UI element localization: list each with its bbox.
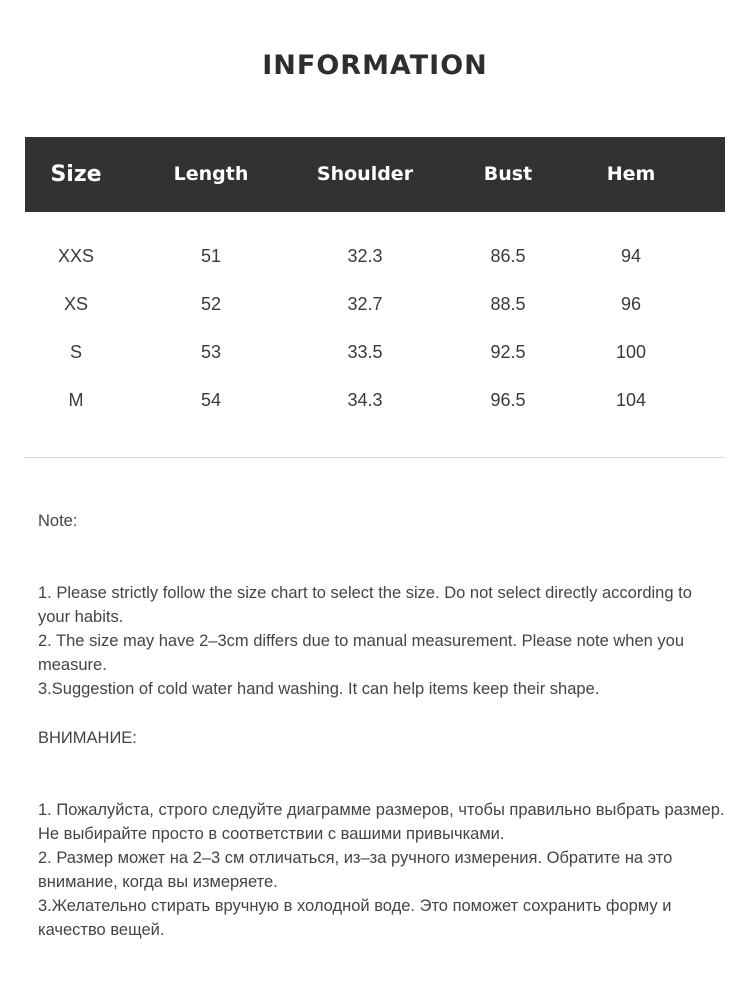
note-item: 1. Please strictly follow the size chart to select the size. Do not select directly according to your habits. <box>38 584 692 626</box>
note-item: 3.Желательно стирать вручную в холодной воде. Это поможет сохранить форму и качество вещей. <box>38 897 672 939</box>
note-item: 2. Размер может на 2–3 см отличаться, из–за ручного измерения. Обратите на это внимание, когда вы измеряете. <box>38 849 673 891</box>
cell-hem: 96 <box>620 294 642 314</box>
note-item: 2. The size may have 2–3cm differs due to manual measurement. Please note when you measure. <box>38 632 685 674</box>
cell-length: 52 <box>200 294 222 314</box>
cell-size: XXS <box>57 246 95 266</box>
header-shoulder: Shoulder <box>316 163 414 185</box>
cell-hem: 104 <box>615 390 647 410</box>
notes-russian <box>38 726 728 942</box>
table-row <box>25 232 725 280</box>
table-row <box>25 376 725 424</box>
cell-size: S <box>69 342 82 362</box>
table-row <box>25 328 725 376</box>
cell-bust: 88.5 <box>490 294 526 314</box>
section-divider <box>25 457 725 458</box>
header-bust: Bust <box>483 163 533 185</box>
header-length: Length <box>173 163 249 185</box>
table-row <box>25 280 725 328</box>
note-item: 3.Suggestion of cold water hand washing. It can help items keep their shape. <box>38 680 600 698</box>
cell-shoulder: 33.5 <box>347 342 383 362</box>
cell-bust: 92.5 <box>490 342 526 362</box>
cell-shoulder: 32.3 <box>347 246 383 266</box>
cell-size: M <box>68 390 84 410</box>
note-item: 1. Пожалуйста, строго следуйте диаграмме размеров, чтобы правильно выбрать размер. Не выбирайте просто в соответствии с вашими привычками. <box>38 801 725 843</box>
cell-shoulder: 32.7 <box>347 294 383 314</box>
notes-heading: Note: <box>38 512 78 530</box>
notes-english <box>38 509 728 701</box>
header-hem: Hem <box>606 163 656 185</box>
cell-bust: 96.5 <box>490 390 526 410</box>
notes-heading: ВНИМАНИЕ: <box>38 729 137 747</box>
cell-length: 53 <box>200 342 222 362</box>
header-size: Size <box>50 162 102 187</box>
page-title: INFORMATION <box>262 50 488 81</box>
size-table-body <box>25 232 725 424</box>
cell-shoulder: 34.3 <box>347 390 383 410</box>
cell-length: 51 <box>200 246 222 266</box>
cell-length: 54 <box>200 390 222 410</box>
cell-hem: 100 <box>615 342 647 362</box>
cell-bust: 86.5 <box>490 246 526 266</box>
size-table-header <box>25 137 725 212</box>
cell-hem: 94 <box>620 246 642 266</box>
cell-size: XS <box>63 294 88 314</box>
